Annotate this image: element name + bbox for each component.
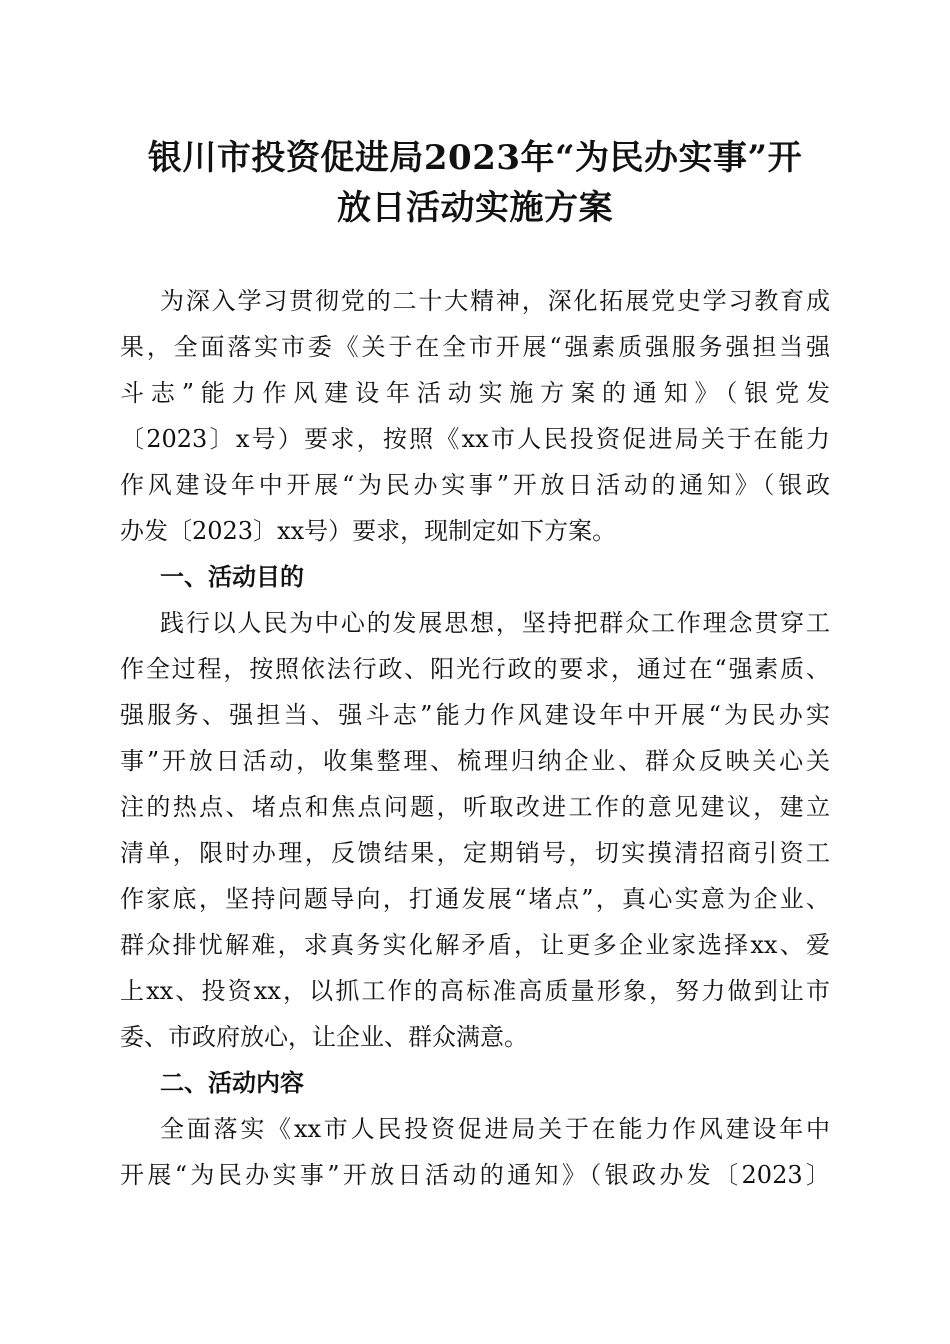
intro-line: 斗志”能力作风建设年活动实施方案的通知》（银党发 — [120, 379, 830, 407]
section1-line: 强服务、强担当、强斗志”能力作风建设年中开展“为民办实 — [120, 701, 830, 729]
intro-line: 作风建设年中开展“为民办实事”开放日活动的通知》（银政 — [120, 471, 830, 499]
section1-line: 事”开放日活动，收集整理、梳理归纳企业、群众反映关心关 — [120, 747, 830, 775]
section-heading-purpose: 一、活动目的 — [160, 563, 304, 591]
section1-line: 作家底，坚持问题导向，打通发展“堵点”，真心实意为企业、 — [120, 885, 830, 913]
document-title-line-2: 放日活动实施方案 — [337, 188, 613, 228]
section1-line: 践行以人民为中心的发展思想，坚持把群众工作理念贯穿工 — [160, 609, 830, 637]
section2-line: 开展“为民办实事”开放日活动的通知》（银政办发〔2023〕 — [120, 1161, 830, 1189]
section-heading-content: 二、活动内容 — [160, 1069, 304, 1097]
document-body — [120, 278, 830, 1198]
intro-line: 〔2023〕x号）要求，按照《xx市人民投资促进局关于在能力 — [120, 425, 830, 453]
section1-line: 群众排忧解难，求真务实化解矛盾，让更多企业家选择xx、爱 — [120, 931, 830, 959]
section1-line: 注的热点、堵点和焦点问题，听取改进工作的意见建议，建立 — [120, 793, 830, 821]
intro-line: 办发〔2023〕xx号）要求，现制定如下方案。 — [120, 517, 617, 545]
section1-line: 作全过程，按照依法行政、阳光行政的要求，通过在“强素质、 — [120, 655, 830, 683]
section1-line: 清单，限时办理，反馈结果，定期销号，切实摸清招商引资工 — [120, 839, 830, 867]
intro-line: 为深入学习贯彻党的二十大精神，深化拓展党史学习教育成 — [160, 287, 830, 315]
document-title-line-1: 银川市投资促进局2023年“为民办实事”开 — [147, 138, 803, 178]
section1-line: 上xx、投资xx，以抓工作的高标准高质量形象，努力做到让市 — [120, 977, 830, 1005]
intro-line: 果，全面落实市委《关于在全市开展“强素质强服务强担当强 — [120, 333, 830, 361]
section1-line: 委、市政府放心，让企业、群众满意。 — [120, 1023, 528, 1051]
section2-line: 全面落实《xx市人民投资促进局关于在能力作风建设年中 — [160, 1115, 830, 1143]
